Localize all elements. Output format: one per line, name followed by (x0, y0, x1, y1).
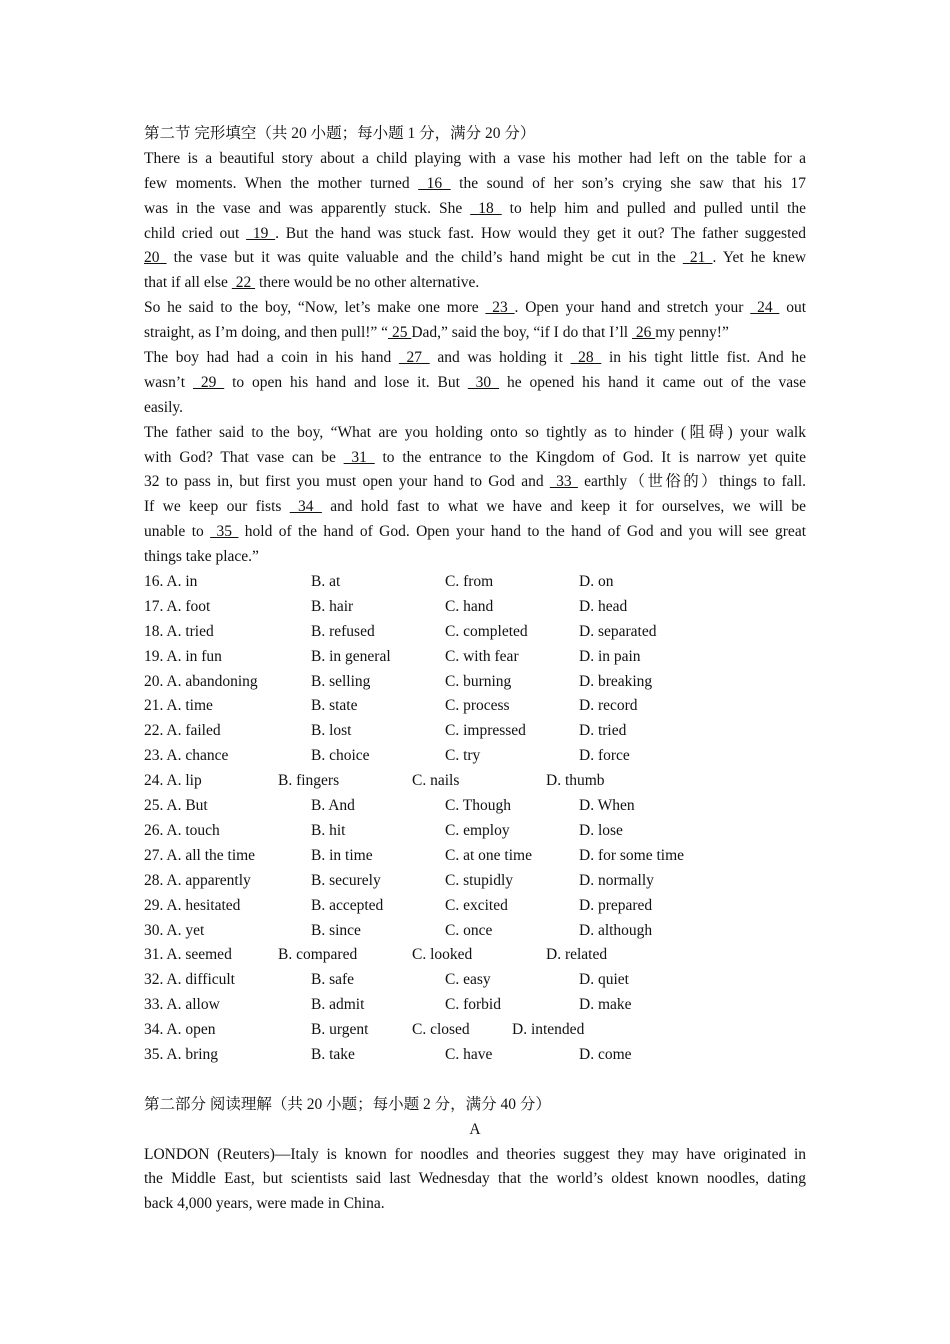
passage-text: was in the vase and was apparently stuck. She (144, 199, 471, 217)
option-a: 19. A. in fun (144, 647, 222, 665)
option-c: C. burning (445, 672, 512, 690)
option-b: B. in time (311, 846, 373, 864)
passage-line (144, 371, 806, 396)
blank-20: 20 (144, 249, 167, 267)
passage-line (144, 495, 806, 520)
option-b: B. urgent (311, 1021, 369, 1039)
exam-page (144, 122, 806, 1217)
option-c: C. impressed (445, 722, 526, 740)
question-row (144, 744, 806, 769)
question-row (144, 819, 806, 844)
passage-line (144, 470, 806, 495)
option-a: 24. A. lip (144, 772, 202, 790)
article-line: the Middle East, but scientists said last Wednesday that the world’s oldest known noodles, dating (144, 1170, 806, 1188)
question-row (144, 719, 806, 744)
reading-heading: 第二部分 阅读理解（共 20 小题；每小题 2 分，满分 40 分） (144, 1095, 551, 1113)
option-c: C. completed (445, 622, 528, 640)
option-b: B. since (311, 921, 361, 939)
option-d: D. normally (579, 871, 654, 889)
option-a: 33. A. allow (144, 996, 220, 1014)
option-a: 27. A. all the time (144, 846, 256, 864)
option-b: B. compared (278, 946, 358, 964)
blank-29: 29 (192, 373, 225, 391)
option-a: 32. A. difficult (144, 971, 235, 989)
passage-line (144, 271, 806, 296)
passage-text: and was holding it (429, 349, 571, 367)
question-row (144, 968, 806, 993)
option-c: C. process (445, 697, 510, 715)
passage-line (144, 246, 806, 271)
option-a: 31. A. seemed (144, 946, 232, 964)
option-b: B. securely (311, 871, 381, 889)
question-row (144, 993, 806, 1018)
option-c: C. forbid (445, 996, 501, 1014)
option-c: C. at one time (445, 846, 532, 864)
blank-33: 33 (549, 473, 578, 491)
passage-text: . Open your hand and stretch your (514, 299, 751, 317)
option-d: D. in pain (579, 647, 641, 665)
passage-line (144, 396, 806, 421)
blank-25: 25 (388, 324, 412, 342)
option-b: B. And (311, 797, 355, 815)
option-b: B. in general (311, 647, 391, 665)
passage-text: that if all else (144, 274, 232, 292)
option-d: D. related (546, 946, 608, 964)
option-d: D. tried (579, 722, 627, 740)
article-line: back 4,000 years, were made in China. (144, 1195, 385, 1213)
option-b: B. refused (311, 622, 375, 640)
option-d: D. quiet (579, 971, 629, 989)
option-a: 21. A. time (144, 697, 213, 715)
option-a: 34. A. open (144, 1021, 216, 1039)
option-c: C. try (445, 747, 481, 765)
blank-28: 28 (570, 349, 602, 367)
option-d: D. head (579, 597, 628, 615)
question-row (144, 570, 806, 595)
option-d: D. record (579, 697, 638, 715)
option-a: 22. A. failed (144, 722, 221, 740)
option-b: B. at (311, 573, 341, 591)
spacer (144, 1068, 806, 1093)
option-a: 29. A. hesitated (144, 896, 241, 914)
option-a: 23. A. chance (144, 747, 229, 765)
section-a-label: A (469, 1120, 481, 1138)
option-d: D. on (579, 573, 614, 591)
passage-text: The boy had had a coin in his hand (144, 349, 399, 367)
option-a: 35. A. bring (144, 1045, 219, 1063)
question-row (144, 794, 806, 819)
passage-text: wasn’t (144, 373, 193, 391)
option-c: C. with fear (445, 647, 519, 665)
passage-text: there would be no other alternative. (255, 274, 480, 292)
question-row (144, 869, 806, 894)
option-b: B. choice (311, 747, 370, 765)
blank-27: 27 (398, 349, 430, 367)
passage-text: my penny!” (655, 324, 729, 342)
passage-text: out (779, 299, 806, 317)
passage-text: hold of the hand of God. Open your hand to the hand of God and you will see great (238, 523, 806, 541)
option-a: 18. A. tried (144, 622, 214, 640)
option-d: D. although (579, 921, 653, 939)
option-d: D. separated (579, 622, 657, 640)
question-row (144, 919, 806, 944)
option-b: B. state (311, 697, 358, 715)
passage-line (144, 346, 806, 371)
option-b: B. safe (311, 971, 355, 989)
option-a: 17. A. foot (144, 597, 211, 615)
option-d: D. prepared (579, 896, 653, 914)
option-b: B. selling (311, 672, 371, 690)
blank-18: 18 (470, 199, 502, 217)
passage-text: So he said to the boy, “Now, let’s make one more (144, 299, 486, 317)
option-b: B. admit (311, 996, 365, 1014)
option-c: C. looked (412, 946, 473, 964)
option-d: D. force (579, 747, 630, 765)
reading-article (144, 1143, 806, 1218)
passage-line (144, 446, 806, 471)
option-b: B. lost (311, 722, 352, 740)
passage-text: Dad,” said the boy, “if I do that I’ll (411, 324, 632, 342)
blank-19: 19 (246, 224, 276, 242)
blank-26: 26 (632, 324, 656, 342)
passage-text: 32 to pass in, but first you must open your hand to God and (144, 473, 550, 491)
cloze-heading: 第二节 完形填空（共 20 小题；每小题 1 分，满分 20 分） (144, 125, 536, 142)
question-row (144, 844, 806, 869)
passage-text: There is a beautiful story about a child playing with a vase his mother had left on the table for a (144, 149, 806, 167)
option-b: B. accepted (311, 896, 384, 914)
passage-text: easily. (144, 398, 184, 416)
question-row (144, 620, 806, 645)
passage-text: If we keep our fists (144, 498, 290, 516)
passage-line (144, 172, 806, 197)
option-d: D. intended (512, 1021, 585, 1039)
option-c: C. employ (445, 821, 510, 839)
passage-text: earthly（世俗的）things to fall. (577, 473, 806, 491)
option-c: C. easy (445, 971, 491, 989)
option-c: C. excited (445, 896, 508, 914)
passage-text: the sound of her son’s crying she saw that his 17 (450, 174, 806, 192)
blank-35: 35 (210, 523, 239, 541)
blank-16: 16 (418, 174, 451, 192)
option-d: D. breaking (579, 672, 653, 690)
blank-34: 34 (289, 498, 322, 516)
passage-text: in his tight little fist. And he (601, 349, 806, 367)
option-a: 26. A. touch (144, 821, 220, 839)
passage-text: and hold fast to what we have and keep it for ourselves, we will be (321, 498, 806, 516)
passage-text: to open his hand and lose it. But (224, 373, 468, 391)
question-row (144, 1043, 806, 1068)
question-row (144, 670, 806, 695)
option-c: C. Though (445, 797, 512, 815)
article-line: LONDON (Reuters)—Italy is known for noodles and theories suggest they may have originated in (144, 1145, 806, 1163)
passage-text: few moments. When the mother turned (144, 174, 419, 192)
option-d: D. thumb (546, 772, 605, 790)
option-c: C. nails (412, 772, 460, 790)
blank-31: 31 (343, 448, 375, 466)
passage-line (144, 545, 806, 570)
option-c: C. closed (412, 1021, 470, 1039)
passage-text: he opened his hand it came out of the vase (499, 373, 806, 391)
passage-text: . But the hand was stuck fast. How would they get it out? The father suggested (275, 224, 806, 242)
option-d: D. make (579, 996, 632, 1014)
passage-text: things take place.” (144, 548, 259, 566)
question-list (144, 570, 806, 1068)
blank-24: 24 (750, 299, 780, 317)
passage-line (144, 222, 806, 247)
passage-line (144, 147, 806, 172)
blank-30: 30 (467, 373, 500, 391)
passage-line (144, 296, 806, 321)
passage-text: the vase but it was quite valuable and the child’s hand might be cut in the (166, 249, 683, 267)
passage-text: to help him and pulled and pulled until the (501, 199, 806, 217)
passage-line (144, 197, 806, 222)
blank-21: 21 (682, 249, 713, 267)
option-d: D. lose (579, 821, 623, 839)
option-a: 25. A. But (144, 797, 208, 815)
question-row (144, 645, 806, 670)
passage-line (144, 520, 806, 545)
passage-text: The father said to the boy, “What are you holding onto so tightly as to hinder (阻碍) your walk (144, 423, 806, 441)
option-d: D. for some time (579, 846, 685, 864)
passage-text: child cried out (144, 224, 247, 242)
blank-23: 23 (485, 299, 515, 317)
option-c: C. stupidly (445, 871, 514, 889)
option-c: C. hand (445, 597, 494, 615)
passage-line (144, 421, 806, 446)
option-a: 16. A. in (144, 573, 198, 591)
passage-line (144, 321, 806, 346)
option-b: B. fingers (278, 772, 340, 790)
option-d: D. When (579, 797, 635, 815)
passage-text: with God? That vase can be (144, 448, 344, 466)
option-c: C. once (445, 921, 493, 939)
option-a: 30. A. yet (144, 921, 205, 939)
passage-text: . Yet he knew (712, 249, 806, 267)
cloze-passage (144, 147, 806, 570)
option-d: D. come (579, 1045, 632, 1063)
option-b: B. hair (311, 597, 354, 615)
question-row (144, 1018, 806, 1043)
blank-22: 22 (231, 274, 256, 292)
question-row (144, 943, 806, 968)
question-row (144, 595, 806, 620)
question-row (144, 694, 806, 719)
passage-text: unable to (144, 523, 211, 541)
option-b: B. hit (311, 821, 346, 839)
question-row (144, 769, 806, 794)
option-c: C. have (445, 1045, 493, 1063)
option-b: B. take (311, 1045, 355, 1063)
option-c: C. from (445, 573, 494, 591)
option-a: 20. A. abandoning (144, 672, 258, 690)
question-row (144, 894, 806, 919)
passage-text: to the entrance to the Kingdom of God. It is narrow yet quite (374, 448, 806, 466)
passage-text: straight, as I’m doing, and then pull!” “ (144, 324, 389, 342)
option-a: 28. A. apparently (144, 871, 251, 889)
